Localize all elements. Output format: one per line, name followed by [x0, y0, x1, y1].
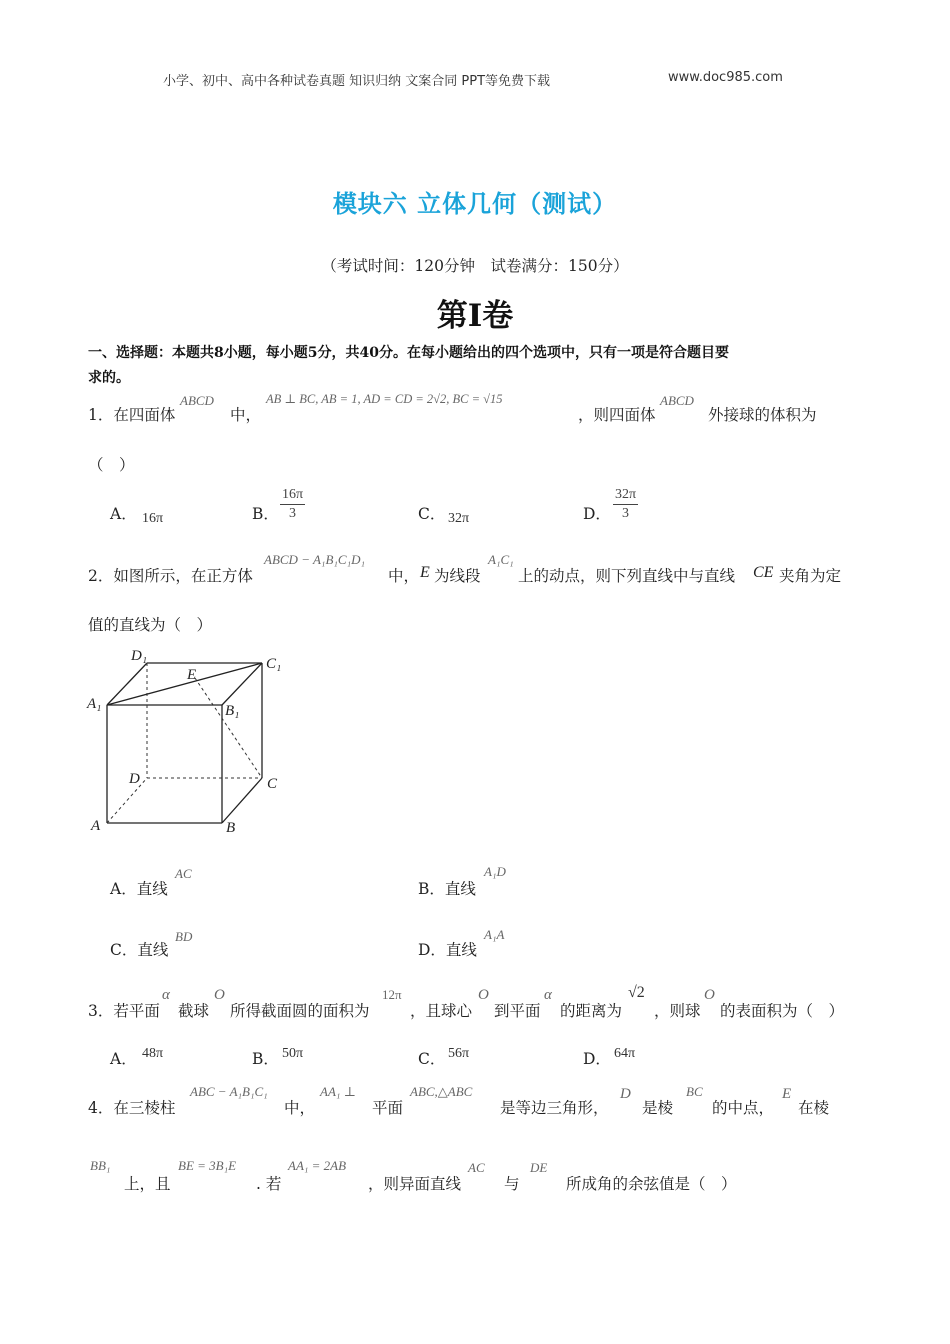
q3-option-a-value: 48π: [142, 1046, 164, 1061]
q2-option-b-math: A₁D: [484, 864, 506, 879]
q2-math-cube: ABCD − A₁B₁C₁D₁: [264, 552, 365, 567]
q2-option-d-math: A₁A: [484, 927, 505, 942]
label-C1: C₁: [266, 656, 282, 672]
q4-math-bc: BC: [686, 1084, 703, 1099]
q2-option-d-label[interactable]: D．直线: [418, 941, 477, 959]
q3-option-d-label[interactable]: D．: [583, 1050, 611, 1068]
exam-info: （考试时间：120分钟 试卷满分：150分）: [321, 257, 629, 275]
q1-math-tetra: ABCD: [180, 393, 214, 408]
label-C: C: [267, 776, 278, 792]
q1-option-d-num: 32π: [613, 487, 638, 505]
q3-text-h: 的表面积为（ ）: [720, 1002, 845, 1020]
q2-math-e: E: [420, 564, 430, 581]
q3-text-c: 所得截面圆的面积为: [230, 1002, 370, 1020]
section-heading: 一、选择题：本题共8小题，每小题5分，共40分。在每小题给出的四个选项中，只有一项是符合题目要: [88, 345, 729, 361]
q3-math-alpha: α: [162, 987, 170, 1003]
q3-text-e: 到平面: [494, 1002, 541, 1020]
q2-option-c-label[interactable]: C．直线: [110, 941, 169, 959]
q2-math-a1c1: A₁C₁: [488, 552, 514, 567]
q4-math-bb1: BB₁: [90, 1158, 111, 1173]
q3-math-o: O: [214, 987, 225, 1003]
q3-math-alpha-2: α: [544, 987, 552, 1003]
q4-text-f: 的中点，: [712, 1099, 775, 1117]
q4-text-k: 与: [504, 1175, 520, 1193]
q1-paren: （ ）: [88, 456, 135, 474]
header-site[interactable]: www.doc985.com: [668, 70, 783, 85]
q1-text-a: 1．在四面体: [88, 406, 176, 424]
q1-option-c-label[interactable]: C．: [418, 505, 446, 523]
q2-text-b: 中，: [388, 567, 420, 585]
q4-text-d: 是等边三角形，: [500, 1099, 609, 1117]
q4-math-aa1-2ab: AA₁ = 2AB: [288, 1158, 347, 1173]
header-text: 小学、初中、高中各种试卷真题 知识归纳 文案合同 PPT等免费下载: [163, 74, 551, 89]
q1-option-d-label[interactable]: D．: [583, 505, 611, 523]
q2-text-line2: 值的直线为（ ）: [88, 616, 213, 634]
q3-math-sqrt2: √2: [628, 984, 645, 1001]
q2-option-a-math: AC: [175, 866, 192, 881]
q1-text-c: ，则四面体: [578, 406, 656, 424]
q4-math-aa1: AA₁ ⊥: [320, 1084, 356, 1099]
q2-text-e: 夹角为定: [779, 567, 842, 585]
section-heading-cont: 求的。: [88, 370, 130, 386]
q4-math-be: BE = 3B₁E: [178, 1158, 237, 1173]
q3-text-a: 3．若平面: [88, 1002, 160, 1020]
cube-figure: [85, 643, 295, 838]
q4-text-g: 在棱: [798, 1099, 830, 1117]
q2-option-a-label[interactable]: A．直线: [110, 880, 168, 898]
q3-math-o-3: O: [704, 987, 715, 1003]
q4-math-ac: AC: [468, 1160, 485, 1175]
q2-option-c-math: BD: [175, 929, 193, 944]
q2-text-d: 上的动点，则下列直线中与直线: [518, 567, 736, 585]
q2-option-b-label[interactable]: B．直线: [418, 880, 476, 898]
q3-text-d: ，且球心: [410, 1002, 473, 1020]
q2-text-a: 2．如图所示，在正方体: [88, 567, 253, 585]
q2-text-c: 为线段: [434, 567, 481, 585]
q1-option-b-den: 3: [289, 506, 297, 521]
q1-text-d: 外接球的体积为: [708, 406, 817, 424]
q3-text-f: 的距离为: [560, 1002, 623, 1020]
q4-text-h: 上，且: [124, 1175, 171, 1193]
label-D1: D₁: [131, 648, 148, 664]
q4-math-e: E: [782, 1086, 792, 1102]
q4-text-e: 是棱: [642, 1099, 674, 1117]
q1-option-d-fraction: [613, 487, 638, 522]
q3-option-b-label[interactable]: B．: [252, 1050, 279, 1068]
label-A1: A₁: [87, 696, 102, 712]
q3-option-c-value: 56π: [448, 1046, 470, 1061]
q3-option-c-label[interactable]: C．: [418, 1050, 446, 1068]
q1-text-b: 中，: [230, 406, 262, 424]
q4-text-i: . 若: [256, 1175, 282, 1193]
label-E: E: [187, 667, 197, 683]
q4-math-prism: ABC − A₁B₁C₁: [190, 1084, 268, 1099]
q1-option-a-label[interactable]: A．: [110, 505, 137, 523]
label-B: B: [226, 820, 236, 836]
q1-option-b-label[interactable]: B．: [252, 505, 279, 523]
q1-option-b-num: 16π: [280, 487, 305, 505]
q2-math-ce: CE: [753, 564, 774, 581]
page-title: 模块六 立体几何（测试）: [332, 190, 618, 218]
q1-condition: AB ⊥ BC, AB = 1, AD = CD = 2√2, BC = √15: [266, 392, 503, 406]
q3-text-b: 截球: [178, 1002, 210, 1020]
q3-math-area: 12π: [382, 987, 402, 1002]
q1-option-c-value: 32π: [448, 511, 470, 526]
q3-text-g: ，则球: [654, 1002, 701, 1020]
q4-text-a: 4．在三棱柱: [88, 1099, 176, 1117]
label-B1: B₁: [225, 703, 240, 719]
q4-math-d: D: [620, 1086, 631, 1102]
q1-option-b-fraction: [280, 487, 305, 522]
q4-text-l: 所成角的余弦值是（ ）: [566, 1175, 737, 1193]
q4-math-abc: ABC,△ABC: [410, 1084, 473, 1099]
q3-option-a-label[interactable]: A．: [110, 1050, 137, 1068]
volume-heading: 第Ⅰ卷: [436, 298, 514, 334]
q4-text-j: ，则异面直线: [368, 1175, 462, 1193]
q1-option-d-den: 3: [622, 506, 630, 521]
q3-math-o-2: O: [478, 987, 489, 1003]
q4-math-de: DE: [530, 1160, 548, 1175]
label-D: D: [129, 771, 140, 787]
q4-text-b: 中，: [284, 1099, 316, 1117]
q1-option-a-value: 16π: [142, 511, 164, 526]
q3-option-d-value: 64π: [614, 1046, 636, 1061]
label-A: A: [91, 818, 101, 834]
q3-option-b-value: 50π: [282, 1046, 304, 1061]
q1-math-tetra-2: ABCD: [660, 393, 694, 408]
q4-text-c: 平面: [372, 1099, 404, 1117]
